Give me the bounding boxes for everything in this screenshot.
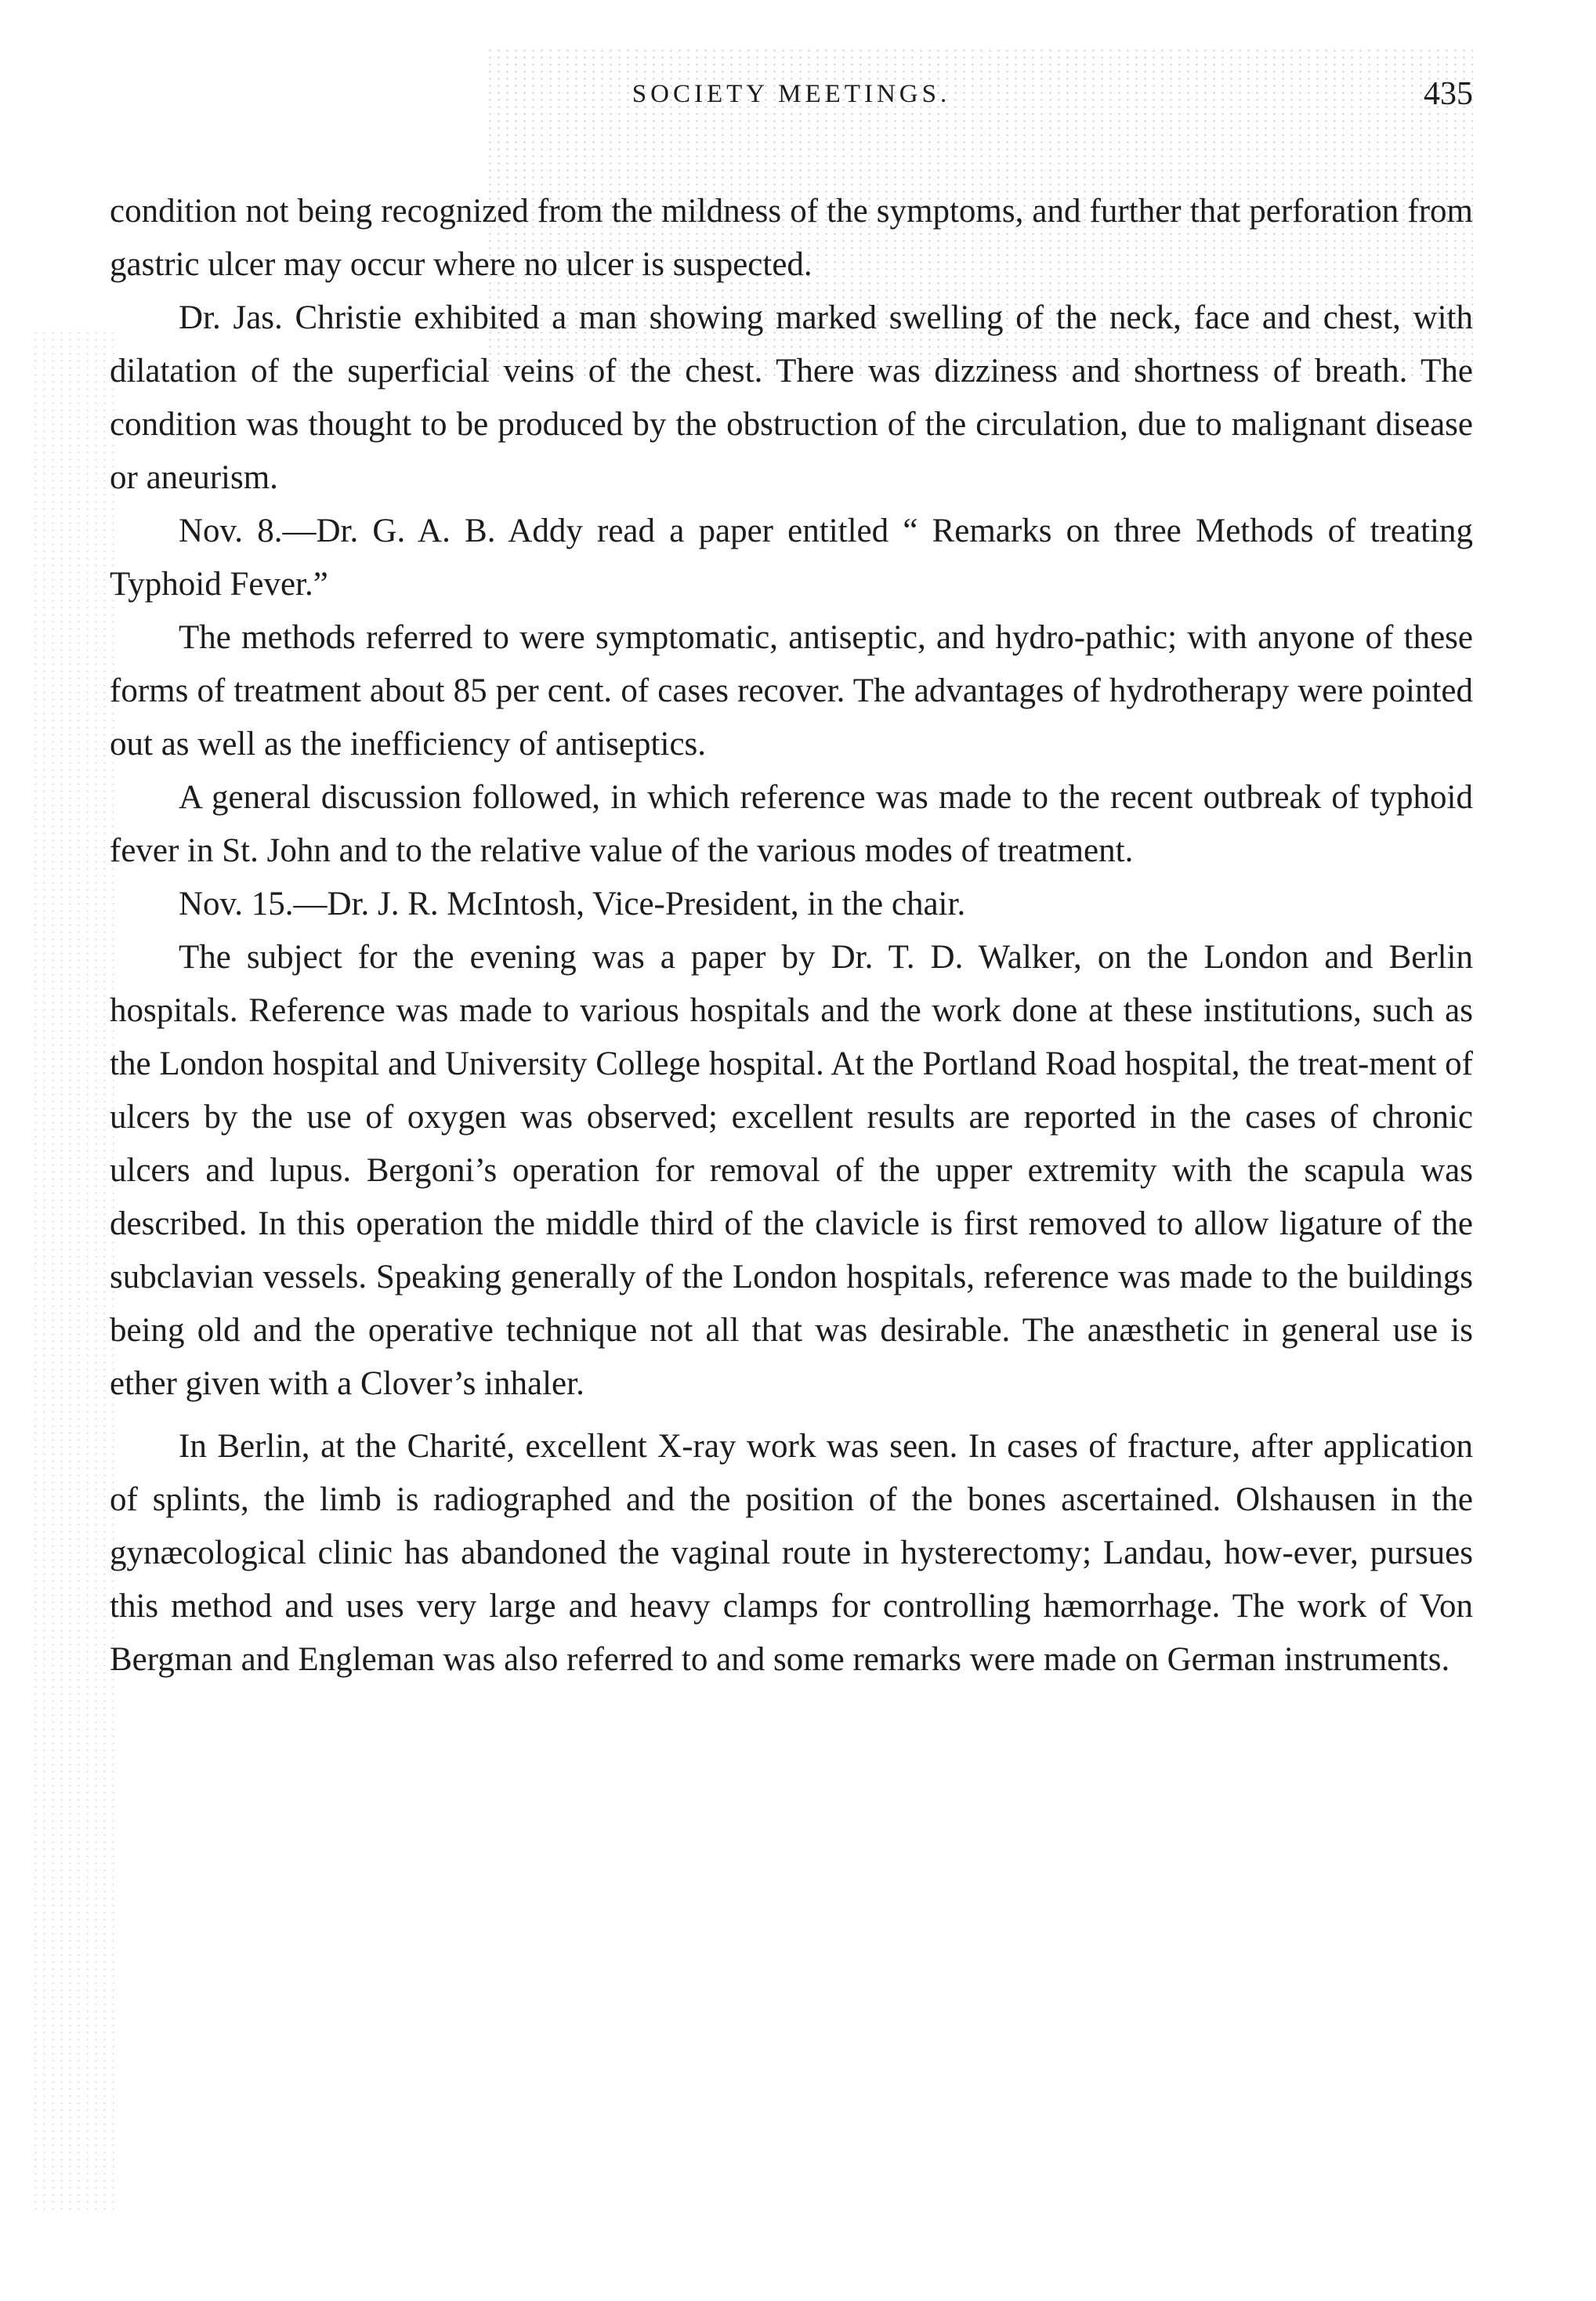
running-title: SOCIETY MEETINGS.	[632, 80, 951, 108]
paragraph-nov-15-meeting: Nov. 15.—Dr. J. R. McIntosh, Vice-President, in the chair.	[179, 886, 966, 922]
paragraph-nov-8-meeting: Nov. 8.—Dr. G. A. B. Addy read a paper entitled “ Remarks on three Methods of treating Typhoid Fever.”	[110, 513, 1473, 603]
paragraph-general-discussion: A general discussion followed, in which reference was made to the recent outbreak of typhoid fever in St. John and to the relative value of the various modes of treatment.	[110, 779, 1473, 869]
paragraph-typhoid-methods: The methods referred to were symptomatic, antiseptic, and hydro-pathic; with anyone of these forms of treatment about 85 per cent. of cases recover. The advantages of hydrotherapy were pointed out as well as the inefficiency of antiseptics.	[110, 619, 1473, 763]
running-head	[110, 72, 1473, 119]
paragraph-london-berlin-hospitals: The subject for the evening was a paper by Dr. T. D. Walker, on the London and Berlin hospitals. Reference was made to various hospitals and the work done at these institutions, such as the London hospital and University College hospital. At the Portland Road hospital, the treat-ment of ulcers by the use of oxygen was observed; excellent results are reported in the cases of chronic ulcers and lupus. Bergoni’s operation for removal of the upper extremity with the scapula was described. In this operation the middle third of the clavicle is first removed to allow ligature of the subclavian vessels. Speaking generally of the London hospitals, reference was made to the buildings being old and the operative technique not all that was desirable. The anæsthetic in general use is ether given with a Clover’s inhaler.	[110, 939, 1473, 1402]
paragraph-christie-case: Dr. Jas. Christie exhibited a man showing marked swelling of the neck, face and chest, with dilatation of the superficial veins of the chest. There was dizziness and shortness of breath. The condition was thought to be produced by the obstruction of the circulation, due to malignant disease or aneurism.	[110, 299, 1473, 496]
print-noise-left-margin	[31, 329, 118, 2210]
article-body	[110, 185, 1473, 1687]
page-number: 435	[1424, 76, 1473, 112]
paragraph-berlin-charite: In Berlin, at the Charité, excellent X-ray work was seen. In cases of fracture, after application of splints, the limb is radiographed and the position of the bones ascertained. Olshausen in the gynæcological clinic has abandoned the vaginal route in hysterectomy; Landau, how-ever, pursues this method and uses very large and heavy clamps for controlling hæmorrhage. The work of Von Bergman and Engleman was also referred to and some remarks were made on German instruments.	[110, 1428, 1473, 1678]
paragraph-continuation: condition not being recognized from the mildness of the symptoms, and further that perforation from gastric ulcer may occur where no ulcer is suspected.	[110, 193, 1473, 283]
